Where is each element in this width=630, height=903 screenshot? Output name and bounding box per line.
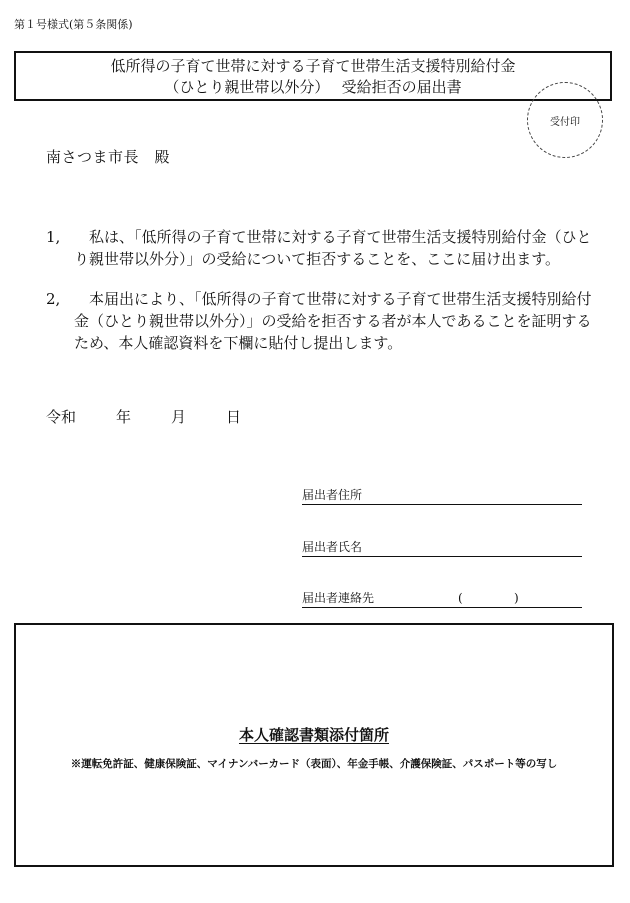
form-number: 第１号様式(第５条関係) (14, 18, 133, 31)
item-text: 本届出により、「低所得の子育て世帯に対する子育て世帯生活支援特別給付金（ひとり親世帯以外分）」の受給を拒否する者が本人であることを証明するため、本人確認資料を下欄に貼付し提出します。 (74, 290, 592, 352)
date-year-field[interactable]: 年 (116, 408, 132, 426)
item-number: 2, (46, 290, 61, 308)
item-number: 1, (46, 228, 61, 246)
attachment-title-text: 本人確認書類添付箇所 (238, 726, 389, 744)
applicant-contact-field[interactable] (302, 591, 582, 608)
date-era: 令和 (46, 408, 77, 426)
document-title-line2: （ひとり親世帯以外分） 受給拒否の届出書 (164, 78, 462, 96)
applicant-address-field[interactable] (302, 488, 582, 505)
item-text: 私は、「低所得の子育て世帯に対する子育て世帯生活支援特別給付金（ひとり親世帯以外分）」の受給について拒否することを、ここに届け出ます。 (74, 228, 592, 268)
contact-paren-open: ( (458, 591, 463, 605)
date-line (46, 406, 241, 427)
date-month-field[interactable]: 月 (171, 408, 187, 426)
id-document-attachment-area[interactable] (14, 623, 614, 867)
reception-stamp-label: 受付印 (550, 116, 580, 128)
declaration-item-2 (46, 288, 606, 358)
date-day-field[interactable]: 日 (226, 408, 242, 426)
document-title-line1: 低所得の子育て世帯に対する子育て世帯生活支援特別給付金 (110, 57, 516, 75)
contact-paren-close: ) (514, 591, 519, 605)
declaration-item-1 (46, 226, 606, 276)
attachment-note: ※運転免許証、健康保険証、マイナンバーカード（表面）、年金手帳、介護保険証、パスポート等の写し (70, 758, 558, 770)
applicant-address-label: 届出者住所 (302, 488, 363, 502)
document-title-box (14, 51, 612, 101)
addressee: 南さつま市長 殿 (46, 148, 171, 166)
applicant-name-label: 届出者氏名 (302, 540, 363, 554)
reception-stamp-area (527, 82, 603, 158)
applicant-name-field[interactable] (302, 540, 582, 557)
applicant-contact-label: 届出者連絡先 (302, 591, 375, 605)
attachment-title (16, 724, 612, 745)
